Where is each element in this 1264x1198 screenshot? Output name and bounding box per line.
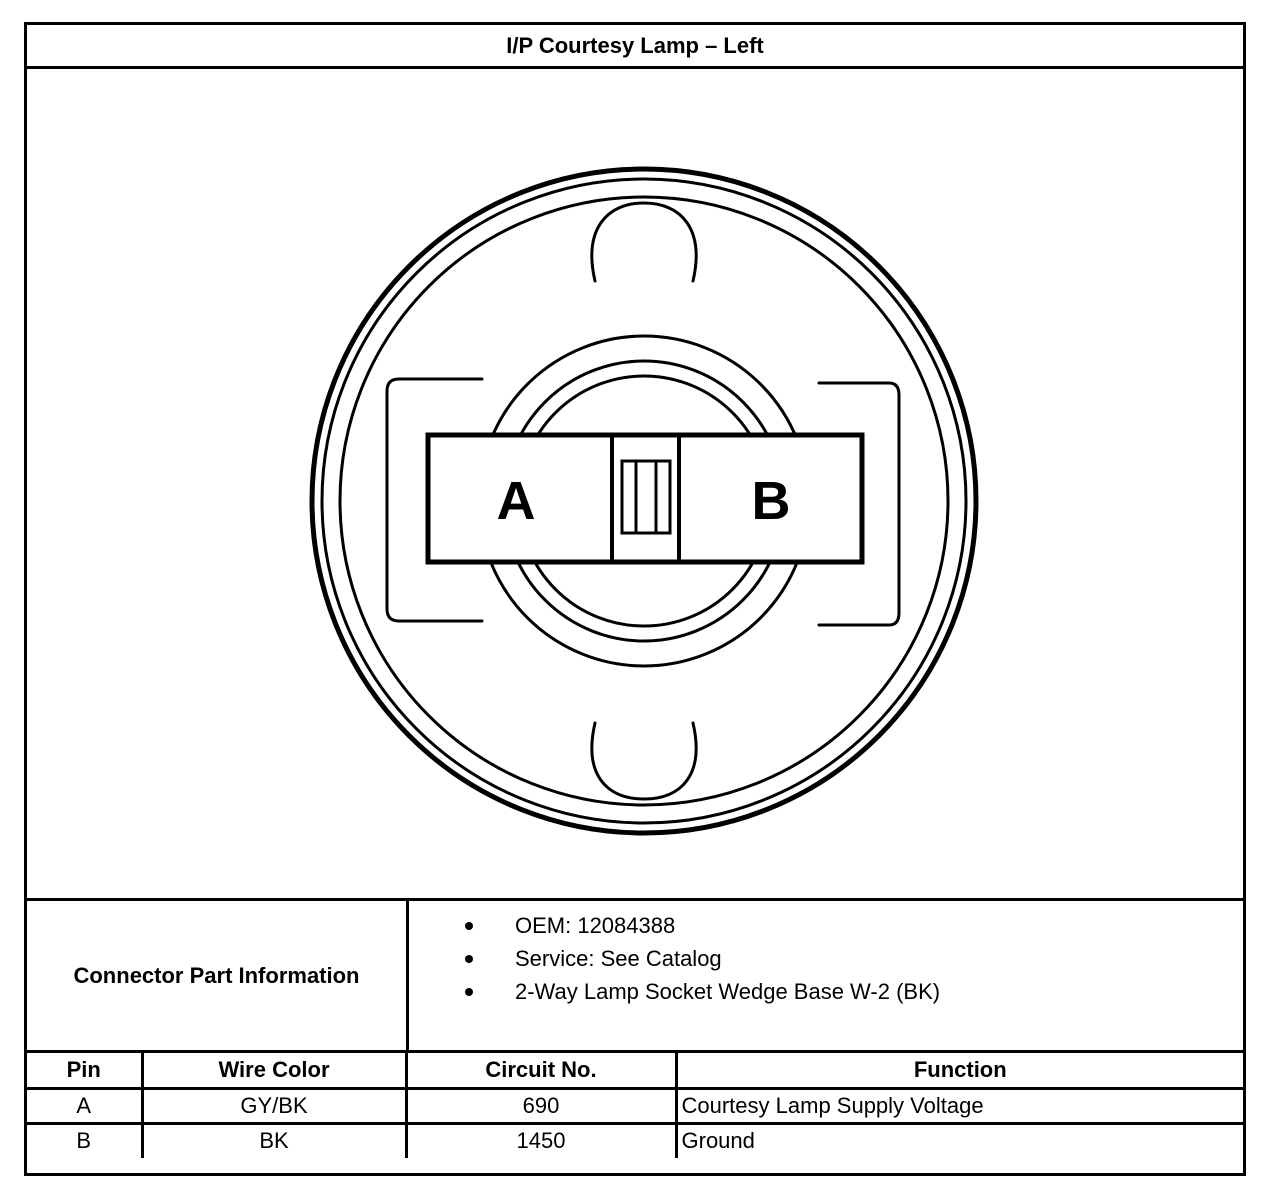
list-item (409, 909, 1243, 942)
pin-table (27, 1053, 1243, 1158)
page-title: I/P Courtesy Lamp – Left (27, 25, 1243, 69)
bullet-icon (465, 955, 473, 963)
top-key-tab (592, 203, 696, 281)
header-wire-color: Wire Color (142, 1053, 406, 1088)
cell-circuit: 690 (406, 1088, 676, 1123)
connector-part-info (27, 901, 1243, 1053)
list-item (409, 975, 1243, 1008)
cell-function: Ground (676, 1123, 1243, 1158)
cell-pin: B (27, 1123, 142, 1158)
wedge-center-slot (622, 461, 670, 533)
pin-label-a: A (496, 471, 536, 531)
connector-part-info-list (409, 901, 1243, 1058)
bullet-icon (465, 922, 473, 930)
connector-face-diagram (27, 69, 1243, 901)
part-info-text: OEM: 12084388 (515, 913, 676, 938)
header-pin: Pin (27, 1053, 142, 1088)
part-info-text: Service: See Catalog (515, 946, 722, 971)
bottom-key-tab (592, 723, 696, 799)
header-function: Function (676, 1053, 1243, 1088)
bullet-icon (465, 988, 473, 996)
table-row (27, 1123, 1243, 1158)
table-row (27, 1088, 1243, 1123)
cell-wire-color: GY/BK (142, 1088, 406, 1123)
cell-pin: A (27, 1088, 142, 1123)
table-header-row (27, 1053, 1243, 1088)
cell-circuit: 1450 (406, 1123, 676, 1158)
connector-face-svg (27, 69, 1243, 898)
connector-sheet (24, 22, 1246, 1176)
connector-part-info-label: Connector Part Information (27, 901, 409, 1050)
list-item (409, 942, 1243, 975)
part-info-text: 2-Way Lamp Socket Wedge Base W-2 (BK) (515, 979, 941, 1004)
cell-wire-color: BK (142, 1123, 406, 1158)
pin-label-b: B (751, 471, 791, 531)
cell-function: Courtesy Lamp Supply Voltage (676, 1088, 1243, 1123)
header-circuit-no: Circuit No. (406, 1053, 676, 1088)
